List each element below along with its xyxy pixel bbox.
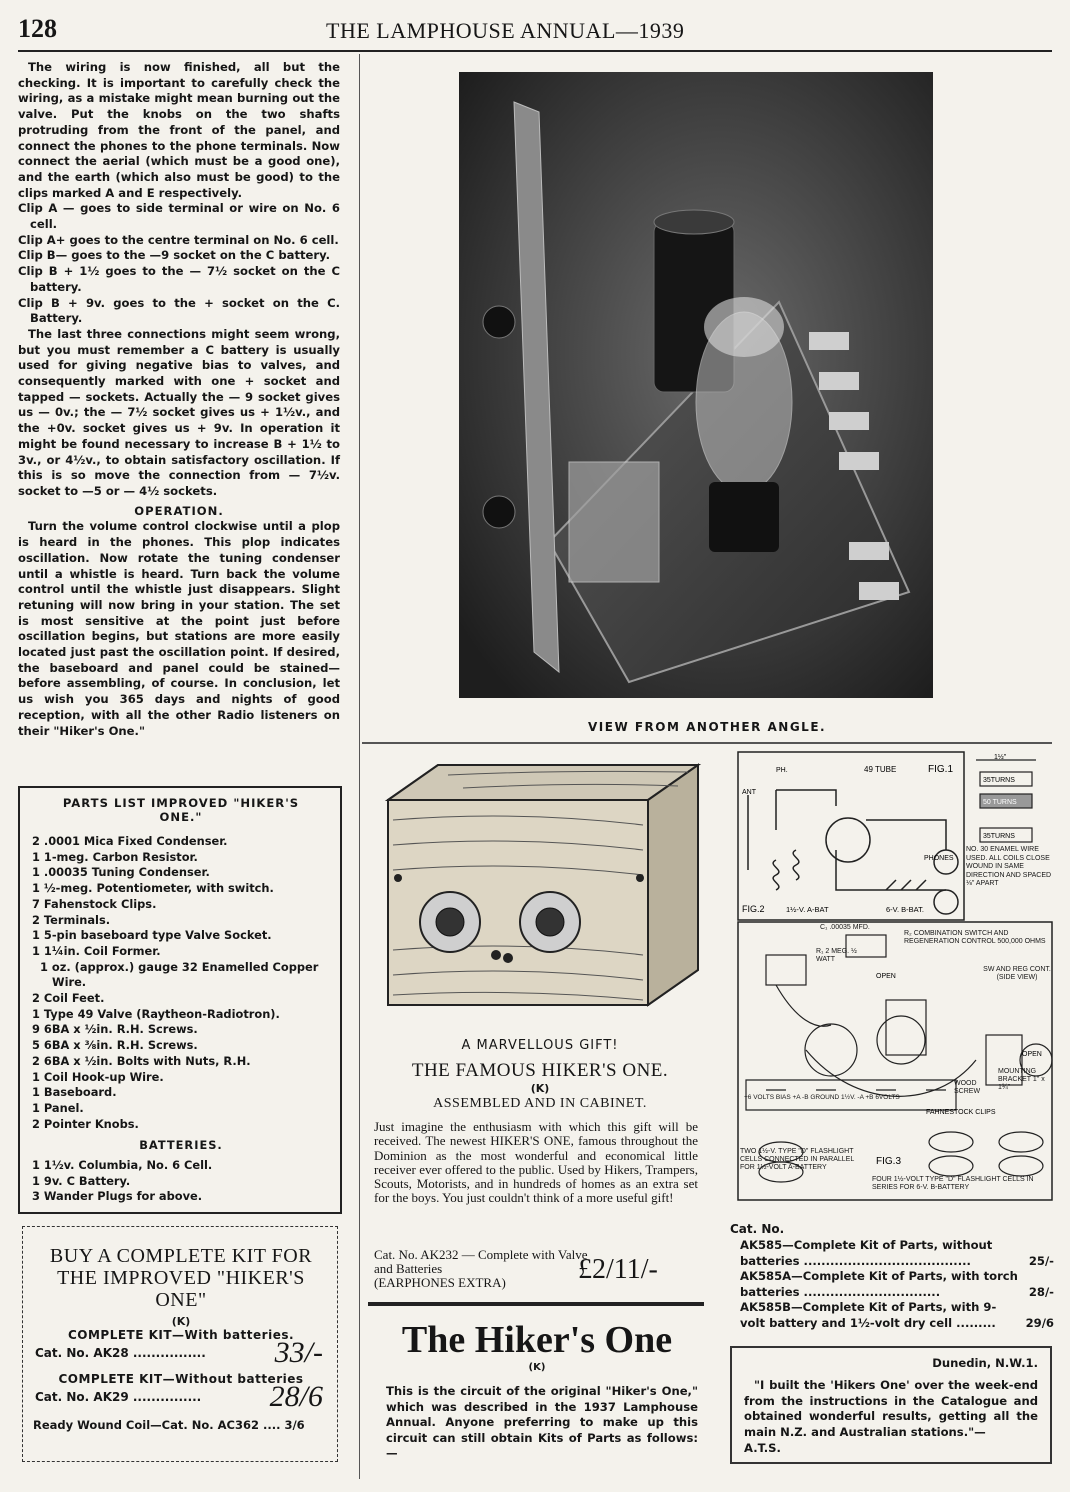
paragraph: The last three connections might seem wrong, but you must remember a C battery is usually used for giving negative bias to valves, and consequently marked with one + socket and tapped — sockets. Actually the — 9 socket gives us — 0v.; the — 7½ socket gives us + 1½v., and the +0v. socket gives us + 9v. In operation it might be found necessary to increase B + 1½ to 3v., or 4½v., to obtain satisfactory oscillation. If this is so move the connection from — 7½v. socket to —5 or — 4½ sockets. (18, 326, 340, 498)
photo-caption: VIEW FROM ANOTHER ANGLE. (588, 720, 827, 734)
list-item: 9 6BA x ½in. R.H. Screws. (32, 1022, 198, 1037)
list-item: 1 1½v. Columbia, No. 6 Cell. (32, 1158, 213, 1173)
diagram-c1: C₁ .00035 MFD. (820, 924, 870, 931)
diagram-label-a-bat: 1½-V. A-BAT (786, 905, 829, 914)
diagram-label-ant: ANT (742, 789, 756, 796)
parts-list-title: PARTS LIST IMPROVED "HIKER'S ONE." (62, 796, 300, 824)
testimonial-signature: A.T.S. (744, 1440, 781, 1455)
list-item: 1 oz. (approx.) gauge 32 Enamelled Copper Wire. (40, 959, 319, 990)
list-item: 2 Pointer Knobs. (32, 1116, 139, 1131)
cat-code: AK585A (740, 1269, 792, 1284)
list-item: 1 ½-meg. Potentiometer, with switch. (32, 881, 274, 896)
diagram-fahnestock: FAHNESTOCK CLIPS (926, 1109, 996, 1116)
diagram-label-turns3: 35TURNS (983, 833, 1015, 840)
title-rule (368, 1302, 704, 1306)
gift-cat-line1: Cat. No. AK232 — Complete with Valve (374, 1247, 588, 1262)
testimonial-quote: "I built the 'Hikers One' over the week-end from the instructions in the Catalogue and obtained wonderful results, getting all the main N.Z. and Australian stations."— (744, 1378, 1038, 1440)
parts-list-box (18, 786, 342, 1214)
diagram-open1: OPEN (876, 973, 896, 980)
diagram-label-b-bat: 6-V. B-BAT. (886, 905, 924, 914)
diagram-label-fig3: FIG.3 (876, 1156, 902, 1167)
list-item: 2 Terminals. (32, 912, 111, 927)
cat-code: AK585B (740, 1300, 791, 1315)
paragraph: Turn the volume control clockwise until a plop is heard in the phones. This plop indicates oscillation. Now rotate the tuning condenser until a whistle is heard. Turn back the volume control until the whistle just disappears. Slight retuning will now bring in your station. The set is most sensitive at the point just before oscillation begins, but stations are more easily located just past the oscillation point. If desired, the baseboard and panel could be stained—before assembling, of course. In conclusion, let us wish you 365 days and nights of good reception, with all the other Radio listeners on their "Hiker's One." (18, 519, 340, 738)
list-item: 1 1-meg. Carbon Resistor. (32, 849, 198, 864)
cat-item (740, 1300, 1054, 1331)
diagram-sw-note: SW AND REG CONT. (SIDE VIEW) (983, 966, 1051, 981)
gift-code: (K) (530, 1082, 550, 1095)
gift-price: £2/11/- (578, 1254, 658, 1285)
cabinet-illustration (378, 760, 708, 1012)
paragraph: Clip A — goes to side terminal or wire on No. 6 cell. (18, 201, 340, 232)
diagram-terminals: +6 VOLTS BIAS +A -B GROUND 1½V. -A +B 6VOLTS (744, 1094, 900, 1101)
hikers-one-code: (K) (528, 1362, 546, 1373)
circuit-diagram (736, 750, 1054, 1214)
kit2-cat: Cat. No. AK29 ............... (35, 1390, 202, 1404)
diagram-wood-screw: WOOD SCREW (954, 1080, 981, 1095)
cat-code: AK585 (740, 1238, 783, 1252)
list-item: 1 Baseboard. (32, 1085, 117, 1100)
list-item: 1 .00035 Tuning Condenser. (32, 865, 210, 880)
paragraph: The wiring is now finished, all but the checking. It is important to carefully check the wiring, as a mistake might mean burning out the valve. Put the knobs on the two shafts protruding from the front of the panel, and connect the phones to the phone terminals. Now connect the aerial (which must be a good one), and the earth (which also must be good) to the clips marked A and E respectively. (18, 60, 340, 200)
cat-price: 28/- (1028, 1284, 1054, 1299)
diagram-label-dim: 1½" (994, 754, 1007, 761)
gift-cat-line2: and Batteries (374, 1261, 443, 1276)
diagram-label-tube: 49 TUBE (864, 765, 897, 774)
page-number: 128 (18, 14, 57, 43)
column-divider (359, 54, 360, 1479)
diagram-cells-note1: TWO 1½-V. TYPE "D" FLASHLIGHT CELLS CONNECTED IN PARALLEL FOR 1½-VOLT A-BATTERY (740, 1148, 854, 1171)
cat-list (740, 1238, 1054, 1332)
article-text (18, 60, 340, 739)
cat-desc: —Complete Kit of Parts, without batteries ...................................... (740, 1238, 993, 1268)
kit-ad-box (22, 1226, 338, 1462)
cat-price: 25/- (1028, 1253, 1054, 1268)
diagram-mounting: MOUNTING BRACKET 1" x 1¾" (998, 1068, 1045, 1091)
gift-body: Just imagine the enthusiasm with which this gift will be received. The newest HIKER'S ONE, famous throughout the Dominion as the most wonderful and economical little receiver ever offered to the public. Used by Hikers, Trampers, Scouts, Motorists, and in hundreds of homes as an extra set for the boys. You just couldn't think of a more useful gift! (374, 1119, 698, 1206)
header-rule (18, 50, 1052, 52)
testimonial-box (730, 1346, 1052, 1464)
coil-line: Ready Wound Coil—Cat. No. AC362 .... 3/6 (33, 1418, 305, 1432)
list-item: 3 Wander Plugs for above. (32, 1189, 203, 1204)
cat-desc: —Complete Kit of Parts, with 9-volt battery and 1½-volt dry cell ......... (740, 1300, 997, 1330)
list-item: 1 Type 49 Valve (Raytheon-Radiotron). (32, 1006, 280, 1021)
list-item: 2 Coil Feet. (32, 991, 105, 1006)
cat-list-heading: Cat. No. (730, 1222, 785, 1236)
diagram-label-ph: PH. (776, 767, 788, 774)
kit-code: (K) (171, 1315, 191, 1328)
list-item: 1 Coil Hook-up Wire. (32, 1069, 164, 1084)
cat-item (740, 1238, 1054, 1269)
cat-price: 29/6 (1025, 1315, 1054, 1330)
kit2-price: 28/6 (269, 1380, 323, 1413)
cat-desc: —Complete Kit of Parts, with torch batteries ............................... (740, 1269, 1018, 1299)
list-item: 5 6BA x ⅜in. R.H. Screws. (32, 1038, 198, 1053)
paragraph: Clip A+ goes to the centre terminal on No. 6 cell. (18, 232, 339, 247)
list-item: 1 5-pin baseboard type Valve Socket. (32, 928, 272, 943)
kit1-cat: Cat. No. AK28 ................ (35, 1346, 206, 1360)
batteries-heading: BATTERIES. (139, 1138, 223, 1153)
diagram-label-fig1: FIG.1 (928, 764, 954, 775)
gift-subtitle: ASSEMBLED AND IN CABINET. (433, 1096, 647, 1111)
diagram-open2: OPEN (1022, 1051, 1042, 1058)
kit-ad-title: BUY A COMPLETE KIT FOR THE IMPROVED "HIKER'S ONE" (49, 1245, 313, 1311)
diagram-label-fig2: FIG.2 (742, 904, 765, 914)
diagram-r1: R₁ 2 MEG. ½ WATT (816, 948, 857, 963)
radio-photo (459, 72, 933, 698)
kit2-label: COMPLETE KIT—Without batteries (58, 1372, 304, 1386)
list-item: 1 Panel. (32, 1100, 84, 1115)
testimonial-place: Dunedin, N.W.1. (932, 1356, 1038, 1370)
diagram-label-turns2: 50 TURNS (983, 799, 1017, 806)
diagram-r2: R₂ COMBINATION SWITCH AND REGENERATION CONTROL 500,000 OHMS (904, 930, 1046, 945)
parts-list (32, 834, 330, 1205)
list-item: 7 Fahenstock Clips. (32, 896, 157, 911)
list-item: 1 1¼in. Coil Former. (32, 943, 161, 958)
diagram-cells-note2: FOUR 1½-VOLT TYPE "D" FLASHLIGHT CELLS IN SERIES FOR 6-V. B-BATTERY (872, 1176, 1034, 1191)
kit1-price: 33/- (274, 1336, 323, 1369)
hikers-one-title: The Hiker's One (401, 1319, 673, 1361)
fig1-frame (738, 752, 964, 920)
gift-cat-line3: (EARPHONES EXTRA) (374, 1275, 506, 1290)
list-item: 2 .0001 Mica Fixed Condenser. (32, 834, 228, 848)
cat-item (740, 1269, 1054, 1300)
paragraph: Clip B— goes to the —9 socket on the C battery. (18, 248, 331, 263)
list-item: 1 9v. C Battery. (32, 1173, 131, 1188)
circuit-diagram-svg (736, 750, 1054, 1214)
diagram-wire-note: NO. 30 ENAMEL WIRE USED. ALL COILS CLOSE WOUND IN SAME DIRECTION AND SPACED ⅛" APART (966, 846, 1052, 887)
paragraph: Clip B + 1½ goes to the — 7½ socket on the C battery. (18, 264, 340, 294)
radio-photo-image (459, 72, 933, 698)
cabinet-drawing (378, 760, 708, 1012)
gift-heading: A MARVELLOUS GIFT! (461, 1038, 619, 1053)
hikers-one-body: This is the circuit of the original "Hiker's One," which was described in the 1937 Lamphouse Annual. Anyone preferring to make up this circuit can still obtain Kits of Parts as follows:— (386, 1384, 698, 1461)
kit1-label: COMPLETE KIT—With batteries. (67, 1328, 295, 1342)
diagram-label-turns1: 35TURNS (983, 777, 1015, 784)
list-item: 2 6BA x ½in. Bolts with Nuts, R.H. (32, 1053, 251, 1068)
diagram-label-phones: PHONES (924, 855, 954, 862)
section-divider (362, 742, 1052, 744)
gift-title: THE FAMOUS HIKER'S ONE. (411, 1060, 669, 1081)
paragraph: Clip B + 9v. goes to the + socket on the C. Battery. (18, 295, 340, 326)
page-title: THE LAMPHOUSE ANNUAL—1939 (326, 18, 685, 43)
section-heading: OPERATION. (134, 503, 224, 518)
